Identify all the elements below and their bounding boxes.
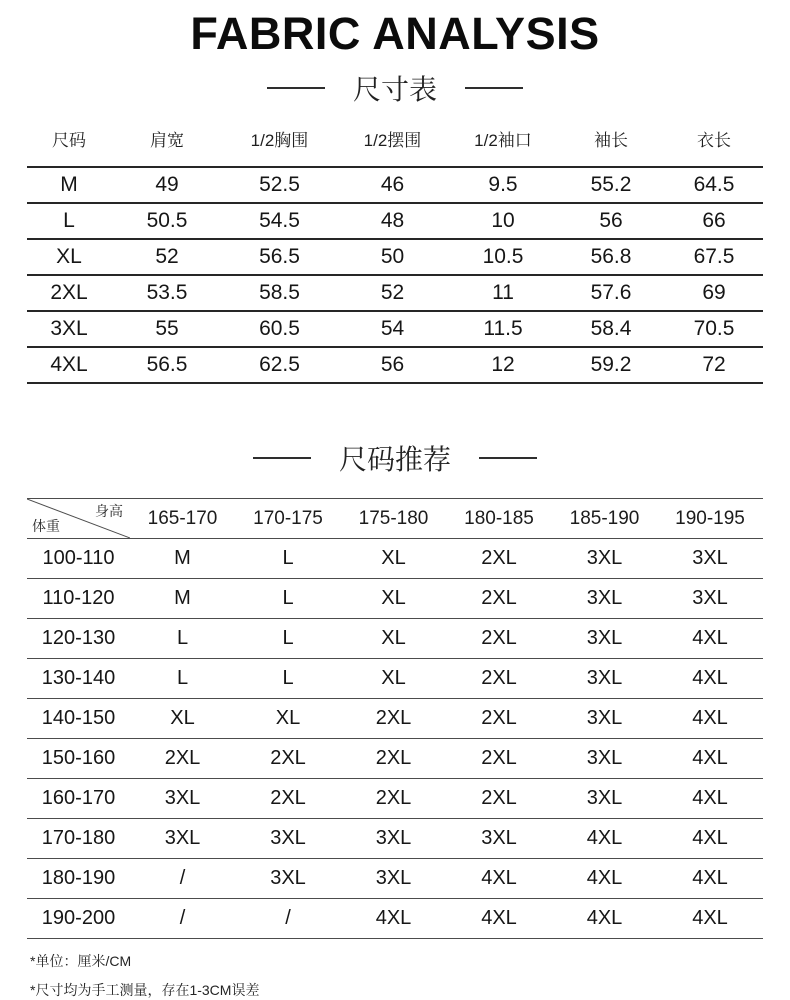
table-cell: L xyxy=(235,619,341,659)
table-cell: 2XL xyxy=(235,739,341,779)
row-label: XL xyxy=(27,239,111,275)
size-table-heading-text: 尺寸表 xyxy=(352,74,437,105)
recommend-table-heading xyxy=(0,438,790,478)
table-cell: 4XL xyxy=(341,899,446,939)
recommend-table xyxy=(27,498,763,939)
heading-dash-right xyxy=(479,457,537,459)
table-row xyxy=(27,619,763,659)
table-row xyxy=(27,539,763,579)
column-header: 180-185 xyxy=(446,499,552,539)
row-label: 130-140 xyxy=(27,659,130,699)
heading-dash-left xyxy=(253,457,311,459)
table-cell: 4XL xyxy=(657,659,763,699)
table-cell: 3XL xyxy=(130,819,235,859)
table-cell: 11 xyxy=(449,275,557,311)
table-cell: 2XL xyxy=(446,699,552,739)
table-cell: / xyxy=(130,859,235,899)
table-cell: 4XL xyxy=(446,899,552,939)
column-header: 1/2摆围 xyxy=(336,118,449,167)
weight-axis-label: 体重 xyxy=(32,518,60,534)
table-row xyxy=(27,275,763,311)
table-cell: 52.5 xyxy=(223,167,336,203)
table-cell: 54.5 xyxy=(223,203,336,239)
table-cell: 53.5 xyxy=(111,275,223,311)
size-table xyxy=(27,118,763,384)
size-table-header-row xyxy=(27,118,763,167)
size-table-body xyxy=(27,167,763,383)
table-row xyxy=(27,239,763,275)
table-cell: 2XL xyxy=(341,739,446,779)
table-row xyxy=(27,739,763,779)
corner-header-cell xyxy=(27,499,130,539)
table-cell: 2XL xyxy=(341,779,446,819)
table-cell: 52 xyxy=(336,275,449,311)
table-cell: 9.5 xyxy=(449,167,557,203)
row-label: 2XL xyxy=(27,275,111,311)
table-row xyxy=(27,779,763,819)
row-label: 120-130 xyxy=(27,619,130,659)
table-cell: 58.4 xyxy=(557,311,665,347)
table-row xyxy=(27,859,763,899)
table-cell: L xyxy=(235,579,341,619)
column-header: 185-190 xyxy=(552,499,657,539)
row-label: 170-180 xyxy=(27,819,130,859)
heading-dash-right xyxy=(465,87,523,89)
table-cell: 67.5 xyxy=(665,239,763,275)
row-label: 180-190 xyxy=(27,859,130,899)
recommend-table-heading-text: 尺码推荐 xyxy=(338,444,451,475)
table-cell: / xyxy=(235,899,341,939)
column-header: 尺码 xyxy=(27,118,111,167)
table-cell: 52 xyxy=(111,239,223,275)
table-cell: 4XL xyxy=(657,739,763,779)
table-cell: L xyxy=(235,659,341,699)
row-label: 100-110 xyxy=(27,539,130,579)
table-cell: 2XL xyxy=(341,699,446,739)
table-row xyxy=(27,899,763,939)
table-cell: 55.2 xyxy=(557,167,665,203)
row-label: 110-120 xyxy=(27,579,130,619)
footnotes xyxy=(30,951,790,1000)
table-cell: L xyxy=(235,539,341,579)
recommend-table-header-row xyxy=(27,499,763,539)
table-cell: 4XL xyxy=(657,779,763,819)
row-label: 4XL xyxy=(27,347,111,383)
table-cell: XL xyxy=(341,579,446,619)
column-header: 165-170 xyxy=(130,499,235,539)
table-cell: 3XL xyxy=(235,819,341,859)
table-cell: 3XL xyxy=(341,859,446,899)
table-cell: 2XL xyxy=(446,539,552,579)
row-label: 150-160 xyxy=(27,739,130,779)
table-cell: 3XL xyxy=(552,699,657,739)
column-header: 170-175 xyxy=(235,499,341,539)
table-cell: XL xyxy=(341,539,446,579)
table-cell: XL xyxy=(341,659,446,699)
table-cell: 72 xyxy=(665,347,763,383)
table-row xyxy=(27,167,763,203)
table-cell: 62.5 xyxy=(223,347,336,383)
table-cell: 50.5 xyxy=(111,203,223,239)
table-row xyxy=(27,347,763,383)
table-cell: 10 xyxy=(449,203,557,239)
table-cell: 4XL xyxy=(446,859,552,899)
table-row xyxy=(27,819,763,859)
row-label: M xyxy=(27,167,111,203)
table-cell: 49 xyxy=(111,167,223,203)
table-cell: 2XL xyxy=(446,619,552,659)
table-cell: 4XL xyxy=(552,899,657,939)
table-cell: / xyxy=(130,899,235,939)
column-header: 衣长 xyxy=(665,118,763,167)
table-cell: 64.5 xyxy=(665,167,763,203)
table-cell: L xyxy=(130,659,235,699)
column-header: 袖长 xyxy=(557,118,665,167)
table-cell: 2XL xyxy=(130,739,235,779)
size-table-heading xyxy=(0,68,790,108)
table-cell: 56.8 xyxy=(557,239,665,275)
table-cell: 3XL xyxy=(341,819,446,859)
table-cell: 3XL xyxy=(130,779,235,819)
table-cell: 56.5 xyxy=(223,239,336,275)
table-cell: 56.5 xyxy=(111,347,223,383)
table-cell: 3XL xyxy=(446,819,552,859)
table-cell: 4XL xyxy=(552,859,657,899)
table-cell: 54 xyxy=(336,311,449,347)
table-cell: 4XL xyxy=(657,859,763,899)
table-row xyxy=(27,203,763,239)
table-cell: 2XL xyxy=(446,739,552,779)
table-cell: 3XL xyxy=(552,539,657,579)
table-cell: 66 xyxy=(665,203,763,239)
table-cell: 2XL xyxy=(446,579,552,619)
table-cell: 4XL xyxy=(657,899,763,939)
column-header: 1/2袖口 xyxy=(449,118,557,167)
table-cell: 46 xyxy=(336,167,449,203)
table-cell: M xyxy=(130,579,235,619)
table-cell: 60.5 xyxy=(223,311,336,347)
table-cell: 3XL xyxy=(552,779,657,819)
table-cell: 57.6 xyxy=(557,275,665,311)
footnote-tolerance: *尺寸均为手工测量，存在1-3CM误差 xyxy=(30,982,260,998)
table-cell: 4XL xyxy=(657,619,763,659)
footnote-unit: *单位：厘米/CM xyxy=(30,953,132,969)
recommend-table-body xyxy=(27,539,763,939)
row-label: L xyxy=(27,203,111,239)
table-cell: 12 xyxy=(449,347,557,383)
table-cell: XL xyxy=(341,619,446,659)
table-cell: XL xyxy=(130,699,235,739)
table-cell: 50 xyxy=(336,239,449,275)
table-cell: 3XL xyxy=(552,659,657,699)
table-cell: 3XL xyxy=(552,739,657,779)
table-cell: L xyxy=(130,619,235,659)
table-cell: 70.5 xyxy=(665,311,763,347)
table-cell: 3XL xyxy=(657,579,763,619)
heading-dash-left xyxy=(267,87,325,89)
table-cell: 2XL xyxy=(235,779,341,819)
row-label: 190-200 xyxy=(27,899,130,939)
row-label: 3XL xyxy=(27,311,111,347)
table-row xyxy=(27,699,763,739)
table-cell: 4XL xyxy=(657,819,763,859)
row-label: 140-150 xyxy=(27,699,130,739)
table-cell: 3XL xyxy=(657,539,763,579)
table-cell: 48 xyxy=(336,203,449,239)
table-cell: XL xyxy=(235,699,341,739)
table-cell: 55 xyxy=(111,311,223,347)
table-cell: 10.5 xyxy=(449,239,557,275)
table-cell: 2XL xyxy=(446,659,552,699)
table-cell: 59.2 xyxy=(557,347,665,383)
table-row xyxy=(27,659,763,699)
column-header: 190-195 xyxy=(657,499,763,539)
column-header: 175-180 xyxy=(341,499,446,539)
table-row xyxy=(27,579,763,619)
page-title: FABRIC ANALYSIS xyxy=(190,8,600,59)
row-label: 160-170 xyxy=(27,779,130,819)
table-cell: 56 xyxy=(336,347,449,383)
table-cell: 3XL xyxy=(552,619,657,659)
table-cell: 58.5 xyxy=(223,275,336,311)
table-cell: 3XL xyxy=(235,859,341,899)
table-cell: 4XL xyxy=(657,699,763,739)
table-row xyxy=(27,311,763,347)
height-axis-label: 身高 xyxy=(95,503,123,519)
table-cell: 3XL xyxy=(552,579,657,619)
table-cell: 4XL xyxy=(552,819,657,859)
column-header: 1/2胸围 xyxy=(223,118,336,167)
table-cell: 2XL xyxy=(446,779,552,819)
table-cell: 69 xyxy=(665,275,763,311)
column-header: 肩宽 xyxy=(111,118,223,167)
table-cell: M xyxy=(130,539,235,579)
table-cell: 56 xyxy=(557,203,665,239)
table-cell: 11.5 xyxy=(449,311,557,347)
